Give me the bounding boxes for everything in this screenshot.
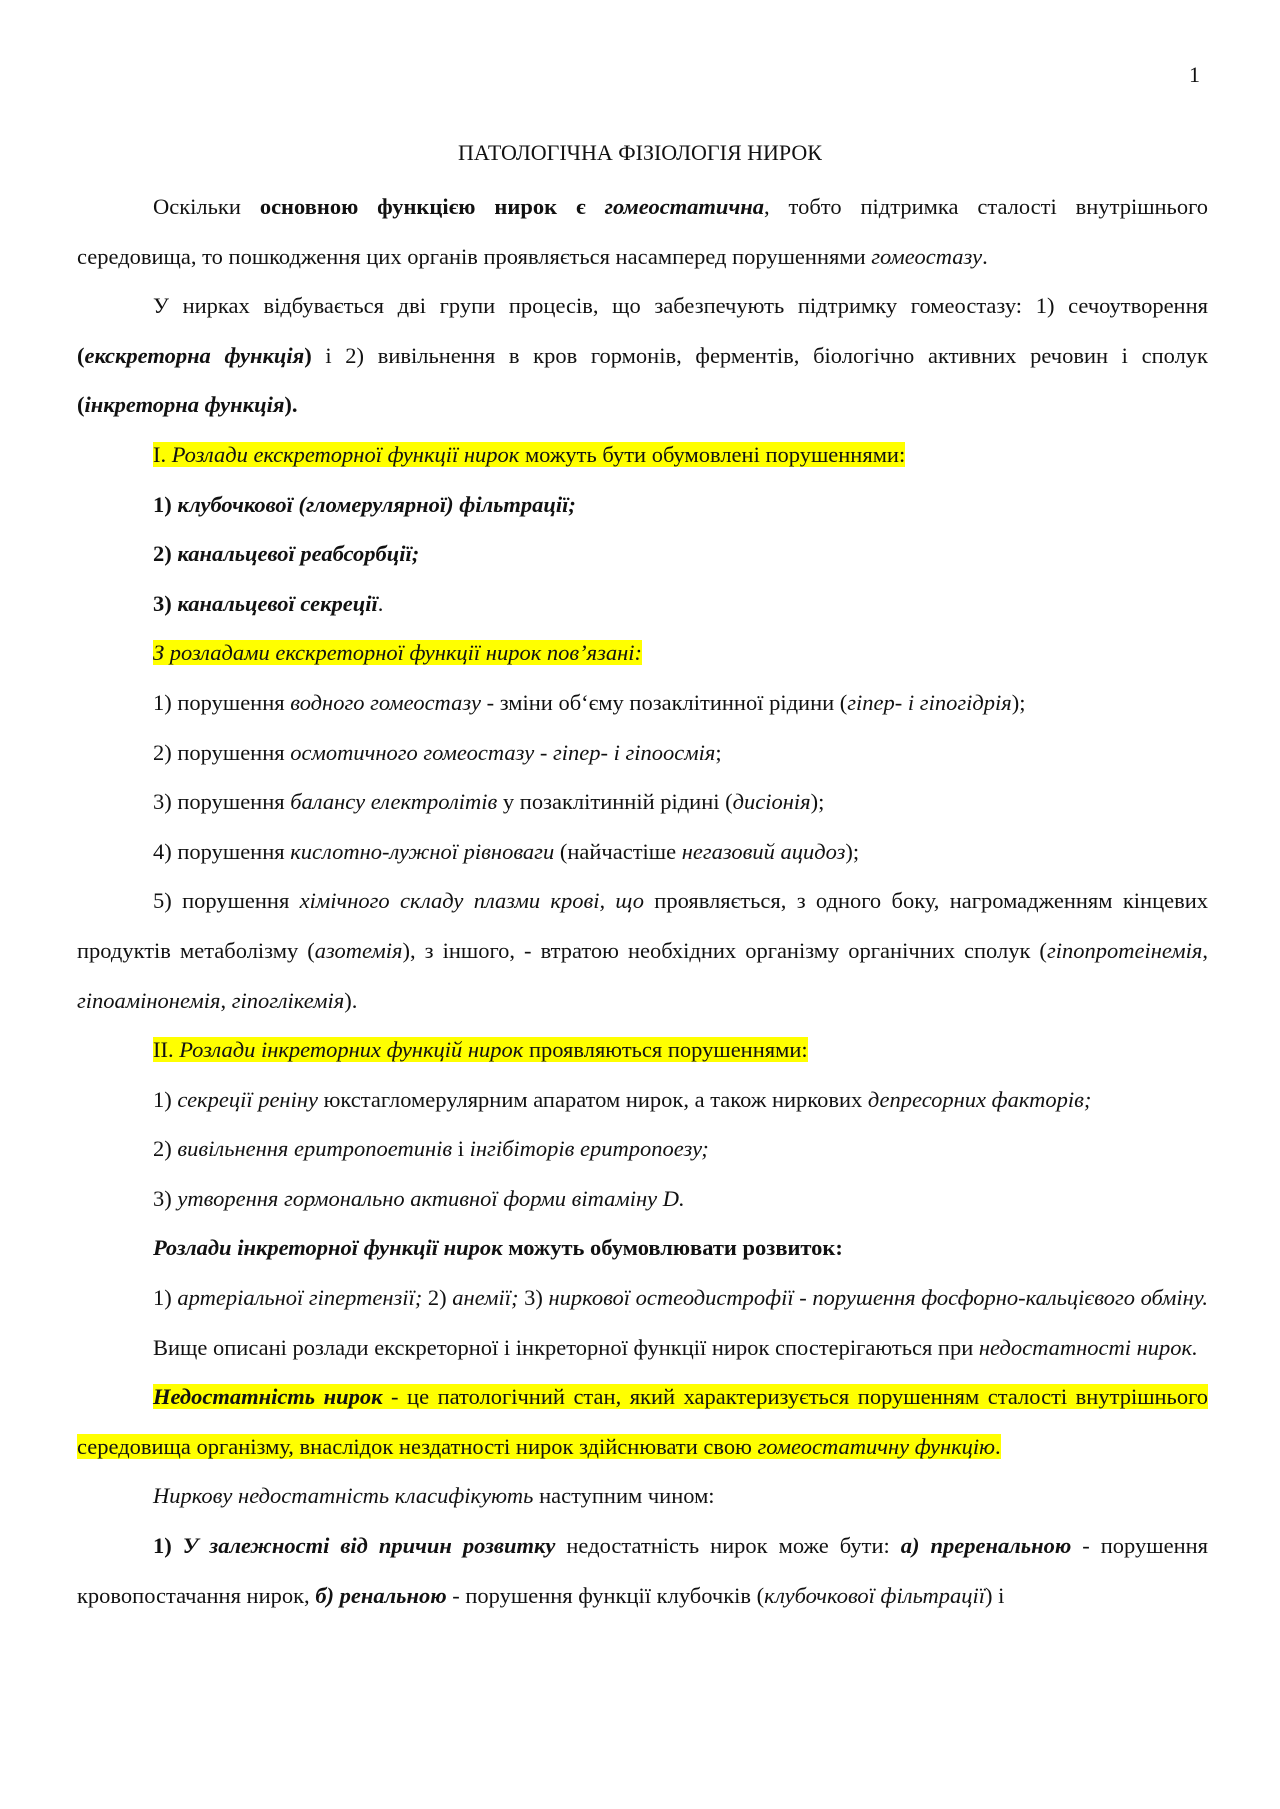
list-item: 4) порушення кислотно-лужної рівноваги (найчастіше негазовий ацидоз); [153, 838, 860, 864]
paragraph-main-function: Оскільки основною функцією нирок є гомеостатична, тобто підтримка сталості внутрішнього середовища, то пошкодження цих органів проявляється насамперед порушеннями гомеостазу. [77, 194, 1208, 269]
paragraph-classification: Ниркову недостатність класифікують наступним чином: [153, 1483, 715, 1509]
list-item: 3) утворення гормонально активної форми вітаміну D. [153, 1185, 685, 1211]
list-item: 2) канальцевої реабсорбції; [153, 541, 420, 567]
paragraph-insufficiency-intro: Вище описані розлади екскреторної і інкреторної функції нирок спостерігаються при недостатності нирок. [153, 1334, 1198, 1360]
list-item: 1) секреції реніну юкстагломерулярним апаратом нирок, а також ниркових депресорних факторів; [153, 1086, 1092, 1112]
paragraph-consequences: 1) артеріальної гіпертензії; 2) анемії; 3) ниркової остеодистрофії - порушення фосфорно-кальцієвого обміну. [153, 1285, 1208, 1311]
paragraph-development: Розлади інкреторної функції нирок можуть обумовлювати розвиток: [153, 1235, 843, 1261]
document-body [77, 182, 1208, 1620]
list-item: 1) клубочкової (гломерулярної) фільтрації; [153, 491, 576, 517]
page-number: 1 [1189, 62, 1200, 87]
list-item: 3) канальцевої секреції. [153, 590, 384, 616]
paragraph-causes: 1) У залежності від причин розвитку недостатність нирок може бути: а) преренальною - порушення кровопостачання нирок, б) ренальною - порушення функції клубочків (клубочкової фільтрації) і [77, 1533, 1209, 1608]
document-title: ПАТОЛОГІЧНА ФІЗІОЛОГІЯ НИРОК [458, 140, 822, 165]
list-item: 2) вивільнення еритропоетинів і інгібіторів еритропоезу; [153, 1136, 709, 1162]
list-item: 3) порушення балансу електролітів у позаклітинній рідині (дисіонія); [153, 789, 825, 815]
list-item: 1) порушення водного гомеостазу - зміни об‘єму позаклітинної рідини (гіпер- і гіпогідрія); [153, 689, 1026, 715]
section-heading-incretory: ІІ. Розлади інкреторних функцій нирок проявляються порушеннями: [153, 1037, 808, 1063]
paragraph-process-groups: У нирках відбувається дві групи процесів, що забезпечують підтримку гомеостазу: 1) сечоутворення (екскреторна функція) і 2) вивільнення в кров гормонів, ферментів, біологічно активних речовин і сполук (інкреторна функція). [77, 293, 1208, 418]
section-heading-related: З розладами екскреторної функції нирок пов’язані: [153, 640, 643, 666]
list-item: 5) порушення хімічного складу плазми крові, що проявляється, з одного боку, нагромадженням кінцевих продуктів метаболізму (азотемія), з іншого, - втратою необхідних організму органічних сполук (гіпопротеінемія, гіпоамінонемія, гіпоглікемія). [77, 888, 1209, 1013]
section-heading-excretory: І. Розлади екскреторної функції нирок можуть бути обумовлені порушеннями: [153, 441, 906, 467]
list-item: 2) порушення осмотичного гомеостазу - гіпер- і гіпоосмія; [153, 739, 722, 765]
paragraph-definition: Недостатність нирок - це патологічний стан, який характеризується порушенням сталості внутрішнього середовища організму, внаслідок нездатності нирок здійснювати свою гомеостатичну функцію. [77, 1384, 1208, 1459]
